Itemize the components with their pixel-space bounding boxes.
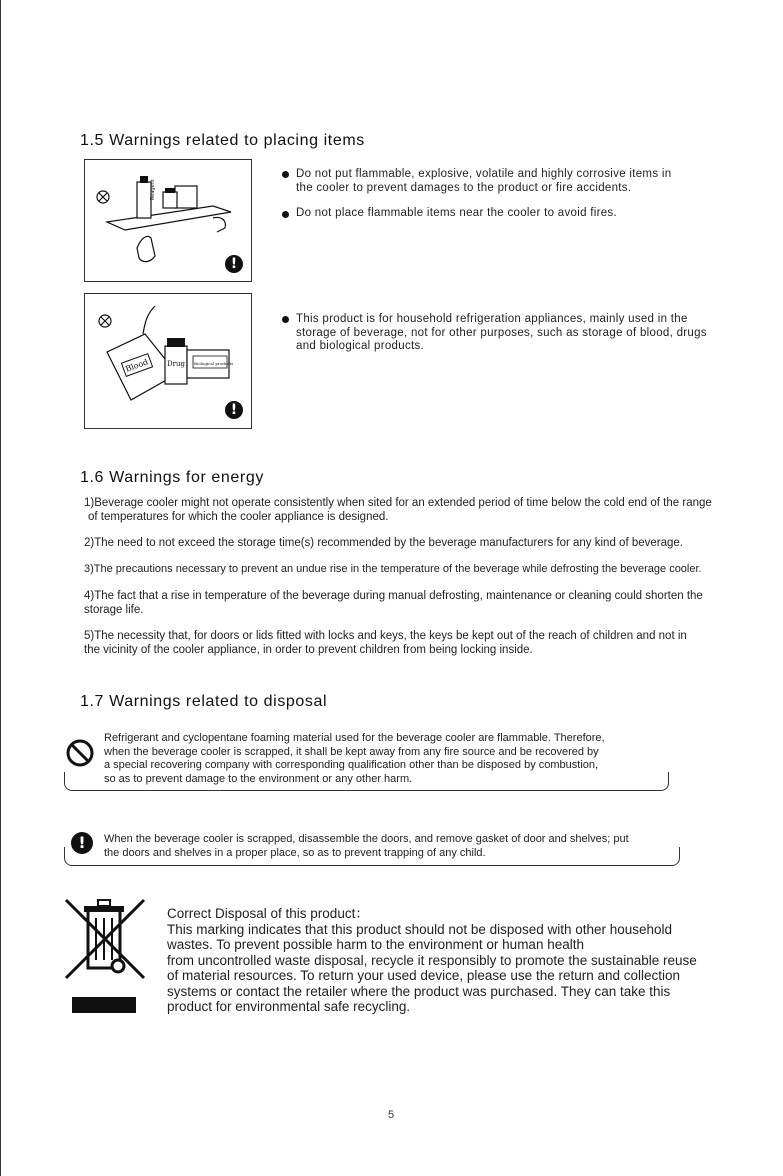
blood-label: Blood	[124, 357, 150, 374]
energy-item-5-line-1: 5)The necessity that, for doors or lids fitted with locks and keys, the keys be kept out of the reach of children and not in	[84, 630, 687, 642]
illustration-flammable-items	[84, 159, 252, 282]
bio-label: Biological products	[194, 361, 234, 366]
disposal-line-4: of material resources. To return your used device, please use the return and collection	[167, 968, 681, 983]
warning-1-line-3: a special recovering company with corresponding qualification other than be disposed by combustion,	[104, 759, 599, 771]
energy-item-4	[84, 589, 774, 617]
bottle-drawing	[137, 182, 151, 218]
hand-drawing	[137, 236, 155, 261]
energy-item-1-line-1: 1)Beverage cooler might not operate consistently when sited for an extended period of time below the cold end of the range	[84, 497, 712, 509]
section-1-7-heading: 1.7 Warnings related to disposal	[80, 693, 328, 710]
bullet-3-line-3: and biological products.	[296, 340, 425, 352]
bullet-dot	[282, 316, 289, 323]
bullet-dot	[282, 211, 289, 218]
bullet-2-line-1: Do not place flammable items near the cooler to avoid fires.	[296, 207, 617, 219]
exclamation-icon: !	[225, 255, 243, 273]
bullet-item-2	[296, 207, 736, 221]
bullet-item-3	[296, 313, 756, 354]
energy-item-4-line-2: storage life.	[84, 604, 144, 616]
disposal-line-3: from uncontrolled waste disposal, recycle it responsibly to promote the sustainable reuse	[167, 952, 697, 968]
bullet-dot	[282, 171, 289, 178]
disposal-line-2: wastes. To prevent possible harm to the environment or human health	[167, 937, 584, 952]
section-1-6-heading: 1.6 Warnings for energy	[80, 469, 264, 486]
exclamation-icon: !	[71, 832, 93, 854]
crossed-out-wheelie-bin-icon	[62, 896, 148, 982]
energy-item-1	[84, 496, 774, 524]
energy-item-4-line-1: 4)The fact that a rise in temperature of the beverage during manual defrosting, maintenance or cleaning could shorten the	[84, 590, 703, 602]
correct-disposal-text	[167, 906, 747, 1015]
illustration-blood-drugs	[84, 293, 252, 429]
warning-1-line-2: when the beverage cooler is scrapped, it shall be kept away from any fire source and be recovered by	[104, 745, 599, 758]
prohibit-icon	[99, 315, 111, 327]
page-left-edge	[0, 0, 1, 1176]
bullet-item-1	[296, 168, 736, 195]
drug-label: Drug	[167, 360, 185, 368]
warning-1-frame	[64, 772, 669, 791]
warning-2-line-2: the doors and shelves in a proper place, so as to prevent trapping of any child.	[104, 846, 486, 859]
warning-1-line-4: so as to prevent damage to the environment or any other harm.	[104, 772, 413, 785]
warning-1-line-1: Refrigerant and cyclopentane foaming material used for the beverage cooler are flammable. Therefore,	[104, 732, 605, 744]
energy-item-5-line-2: the vicinity of the cooler appliance, in order to prevent children from being locking inside.	[84, 644, 533, 656]
energy-item-2	[84, 536, 774, 550]
energy-item-3-line-1: 3)The precautions necessary to prevent an undue rise in the temperature of the beverage while defrosting the beverage cooler.	[84, 563, 702, 575]
warning-2-frame	[64, 847, 680, 866]
bullet-3-line-2: storage of beverage, not for other purposes, such as storage of blood, drugs	[296, 326, 707, 339]
disposal-line-5: systems or contact the retailer where the product was purchased. They can take this	[167, 983, 671, 999]
warning-2-line-1: When the beverage cooler is scrapped, disassemble the doors, and remove gasket of door and shelves; put	[104, 833, 629, 845]
bullet-1-line-2: the cooler to prevent damages to the product or fire accidents.	[296, 181, 632, 194]
box-drawing	[175, 186, 197, 208]
exclamation-icon: !	[225, 401, 243, 419]
page-number: 5	[388, 1109, 395, 1121]
disposal-line-6: product for environmental safe recycling.	[167, 999, 411, 1014]
energy-item-2-line-1: 2)The need to not exceed the storage time(s) recommended by the beverage manufacturers for any kind of beverage.	[84, 537, 683, 549]
disposal-title: Correct Disposal of this product：	[167, 906, 369, 921]
bottle-label: Reagent	[150, 179, 156, 200]
energy-item-5	[84, 629, 774, 657]
prohibited-sign-icon	[66, 739, 94, 767]
shelf-drawing	[107, 206, 231, 230]
prohibit-icon	[97, 191, 109, 203]
weee-black-bar	[72, 997, 136, 1013]
energy-item-1-line-2: of temperatures for which the cooler appliance is designed.	[88, 511, 389, 523]
disposal-line-1: This marking indicates that this product should not be disposed with other household	[167, 921, 673, 937]
energy-item-3	[84, 562, 780, 576]
section-1-5-heading: 1.5 Warnings related to placing items	[80, 132, 365, 149]
bullet-1-line-1: Do not put flammable, explosive, volatile and highly corrosive items in	[296, 168, 672, 180]
bullet-3-line-1: This product is for household refrigeration appliances, mainly used in the	[296, 313, 688, 325]
